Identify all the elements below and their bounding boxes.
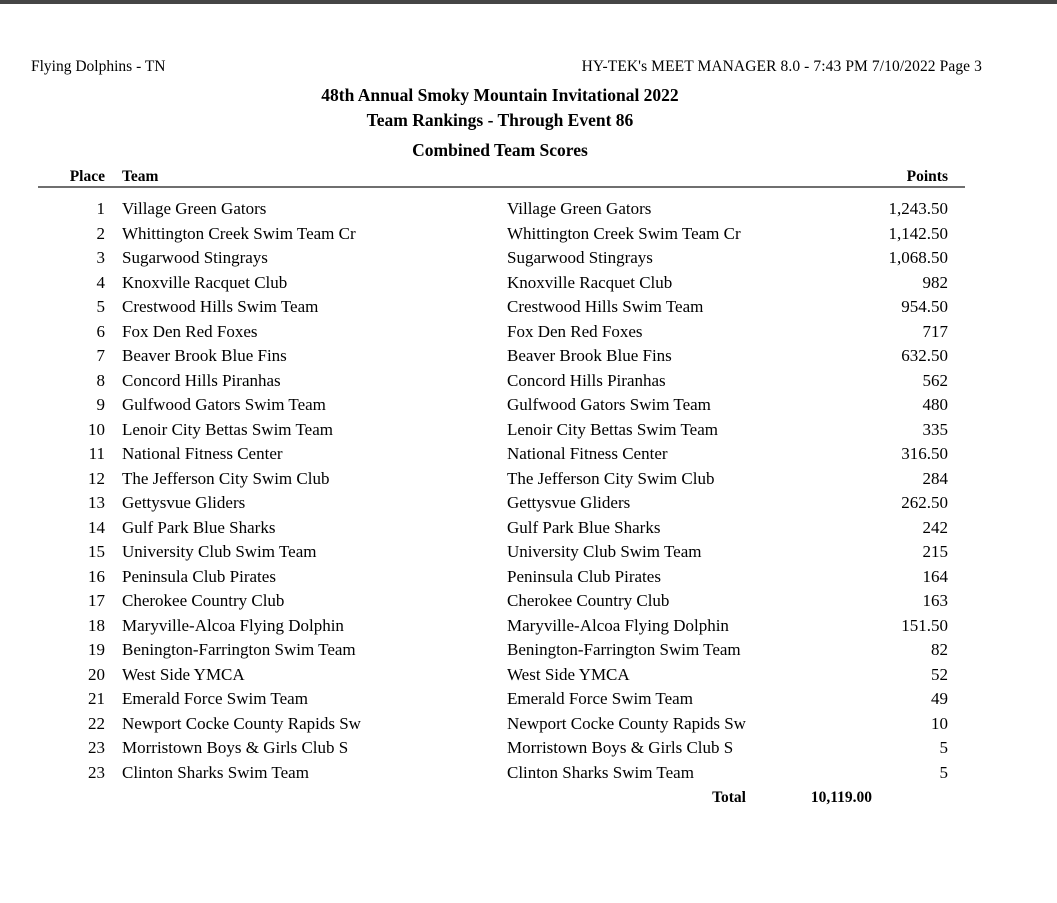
row-place: 13 <box>88 493 105 512</box>
table-row <box>0 516 1057 541</box>
row-team: Knoxville Racquet Club <box>122 272 288 292</box>
row-points: 5 <box>939 738 948 757</box>
row-points: 335 <box>922 419 948 439</box>
row-team-repeat: Emerald Force Swim Team <box>507 689 693 708</box>
row-points: 52 <box>931 664 948 684</box>
row-team: West Side YMCA <box>122 664 245 684</box>
header-rule <box>38 186 965 188</box>
row-team-repeat: Fox Den Red Foxes <box>507 321 643 341</box>
row-team: Concord Hills Piranhas <box>122 370 281 390</box>
table-row <box>0 565 1057 590</box>
row-place: 5 <box>96 297 105 316</box>
running-header-left: Flying Dolphins - TN <box>31 58 166 75</box>
row-team: Fox Den Red Foxes <box>122 321 258 341</box>
running-header-right: HY-TEK's MEET MANAGER 8.0 - 7:43 PM 7/10/2022 Page 3 <box>581 58 982 75</box>
table-row <box>0 369 1057 394</box>
row-team: Gettysvue Gliders <box>122 493 246 512</box>
row-team: Emerald Force Swim Team <box>122 689 308 708</box>
row-points: 982 <box>922 272 948 292</box>
row-team-repeat: Village Green Gators <box>507 199 652 218</box>
total-label: Total <box>712 789 746 806</box>
row-place: 9 <box>96 395 105 414</box>
table-row <box>0 663 1057 688</box>
row-points: 262.50 <box>901 493 948 512</box>
table-header-row <box>0 168 1057 186</box>
table-row <box>0 271 1057 296</box>
row-team-repeat: Whittington Creek Swim Team Cr <box>507 223 741 243</box>
table-row <box>0 320 1057 345</box>
row-points: 1,142.50 <box>888 223 948 243</box>
row-team: Maryville-Alcoa Flying Dolphin <box>122 615 344 635</box>
table-row <box>0 712 1057 737</box>
table-row <box>0 589 1057 614</box>
row-team: Peninsula Club Pirates <box>122 566 276 586</box>
row-place: 6 <box>96 321 105 341</box>
row-points: 164 <box>922 566 948 586</box>
table-row <box>0 222 1057 247</box>
column-header-team: Team <box>122 168 159 185</box>
row-place: 2 <box>96 223 105 243</box>
row-team: Beaver Brook Blue Fins <box>122 346 287 365</box>
table-row <box>0 246 1057 271</box>
row-team-repeat: University Club Swim Team <box>507 542 702 561</box>
document-titles <box>0 83 1000 163</box>
row-team-repeat: Gulf Park Blue Sharks <box>507 517 661 537</box>
row-place: 12 <box>88 468 105 488</box>
table-row <box>0 393 1057 418</box>
column-header-place: Place <box>69 168 105 185</box>
row-points: 242 <box>922 517 948 537</box>
row-team-repeat: Gettysvue Gliders <box>507 493 631 512</box>
row-team-repeat: Sugarwood Stingrays <box>507 248 653 267</box>
row-team-repeat: Crestwood Hills Swim Team <box>507 297 704 316</box>
meet-title: 48th Annual Smoky Mountain Invitational 2022 <box>321 85 679 105</box>
row-place: 15 <box>88 542 105 561</box>
row-points: 480 <box>922 395 948 414</box>
row-team-repeat: Clinton Sharks Swim Team <box>507 762 694 782</box>
column-header-points: Points <box>906 168 948 185</box>
row-team: Gulfwood Gators Swim Team <box>122 395 326 414</box>
report-subtitle: Team Rankings - Through Event 86 <box>366 110 634 130</box>
row-place: 11 <box>88 444 105 463</box>
table-row <box>0 540 1057 565</box>
table-body <box>0 197 1057 785</box>
row-place: 23 <box>88 738 105 757</box>
table-row <box>0 344 1057 369</box>
row-points: 49 <box>931 689 948 708</box>
row-place: 14 <box>88 517 105 537</box>
row-team-repeat: Concord Hills Piranhas <box>507 370 666 390</box>
row-points: 954.50 <box>901 297 948 316</box>
row-team: National Fitness Center <box>122 444 283 463</box>
row-place: 8 <box>96 370 105 390</box>
row-team: Whittington Creek Swim Team Cr <box>122 223 356 243</box>
row-team-repeat: Beaver Brook Blue Fins <box>507 346 672 365</box>
table-row <box>0 687 1057 712</box>
table-row <box>0 442 1057 467</box>
row-team: Benington-Farrington Swim Team <box>122 640 356 659</box>
row-team: Morristown Boys & Girls Club S <box>122 738 349 757</box>
row-points: 215 <box>922 542 948 561</box>
row-place: 1 <box>96 199 105 218</box>
row-points: 82 <box>931 640 948 659</box>
row-place: 10 <box>88 419 105 439</box>
table-row <box>0 197 1057 222</box>
row-team-repeat: Morristown Boys & Girls Club S <box>507 738 734 757</box>
row-points: 151.50 <box>901 615 948 635</box>
table-row <box>0 761 1057 786</box>
table-row <box>0 614 1057 639</box>
row-team: Clinton Sharks Swim Team <box>122 762 309 782</box>
row-place: 22 <box>88 713 105 733</box>
row-points: 717 <box>922 321 948 341</box>
row-team-repeat: Peninsula Club Pirates <box>507 566 661 586</box>
scores-subtitle: Combined Team Scores <box>412 140 588 160</box>
row-place: 4 <box>96 272 105 292</box>
table-row <box>0 491 1057 516</box>
row-team-repeat: Knoxville Racquet Club <box>507 272 673 292</box>
row-team: The Jefferson City Swim Club <box>122 468 330 488</box>
row-team-repeat: West Side YMCA <box>507 664 630 684</box>
team-rankings-table <box>0 168 1057 782</box>
row-place: 21 <box>88 689 105 708</box>
row-team: University Club Swim Team <box>122 542 317 561</box>
row-team: Lenoir City Bettas Swim Team <box>122 419 333 439</box>
row-place: 16 <box>88 566 105 586</box>
total-row <box>0 787 1057 809</box>
row-team: Crestwood Hills Swim Team <box>122 297 319 316</box>
row-place: 17 <box>88 591 105 610</box>
row-place: 19 <box>88 640 105 659</box>
row-points: 10 <box>931 713 948 733</box>
row-team-repeat: National Fitness Center <box>507 444 668 463</box>
table-row <box>0 295 1057 320</box>
row-place: 7 <box>96 346 105 365</box>
row-team-repeat: Cherokee Country Club <box>507 591 670 610</box>
row-place: 20 <box>88 664 105 684</box>
row-team: Cherokee Country Club <box>122 591 285 610</box>
row-team-repeat: Newport Cocke County Rapids Sw <box>507 713 746 733</box>
table-row <box>0 736 1057 761</box>
row-team-repeat: Benington-Farrington Swim Team <box>507 640 741 659</box>
row-team-repeat: The Jefferson City Swim Club <box>507 468 715 488</box>
row-team-repeat: Maryville-Alcoa Flying Dolphin <box>507 615 729 635</box>
row-team: Village Green Gators <box>122 199 267 218</box>
row-points: 316.50 <box>901 444 948 463</box>
row-points: 632.50 <box>901 346 948 365</box>
row-points: 163 <box>922 591 948 610</box>
table-row <box>0 467 1057 492</box>
row-place: 23 <box>88 762 105 782</box>
row-team: Sugarwood Stingrays <box>122 248 268 267</box>
row-points: 1,243.50 <box>888 199 948 218</box>
row-points: 5 <box>939 762 948 782</box>
row-place: 18 <box>88 615 105 635</box>
row-team-repeat: Gulfwood Gators Swim Team <box>507 395 711 414</box>
row-team: Newport Cocke County Rapids Sw <box>122 713 361 733</box>
row-points: 562 <box>922 370 948 390</box>
row-points: 284 <box>922 468 948 488</box>
row-team: Gulf Park Blue Sharks <box>122 517 276 537</box>
document-page <box>0 4 1057 903</box>
row-points: 1,068.50 <box>888 248 948 267</box>
total-value: 10,119.00 <box>810 789 872 806</box>
table-row <box>0 418 1057 443</box>
running-header <box>0 56 1057 78</box>
row-team-repeat: Lenoir City Bettas Swim Team <box>507 419 718 439</box>
row-place: 3 <box>96 248 105 267</box>
table-row <box>0 638 1057 663</box>
